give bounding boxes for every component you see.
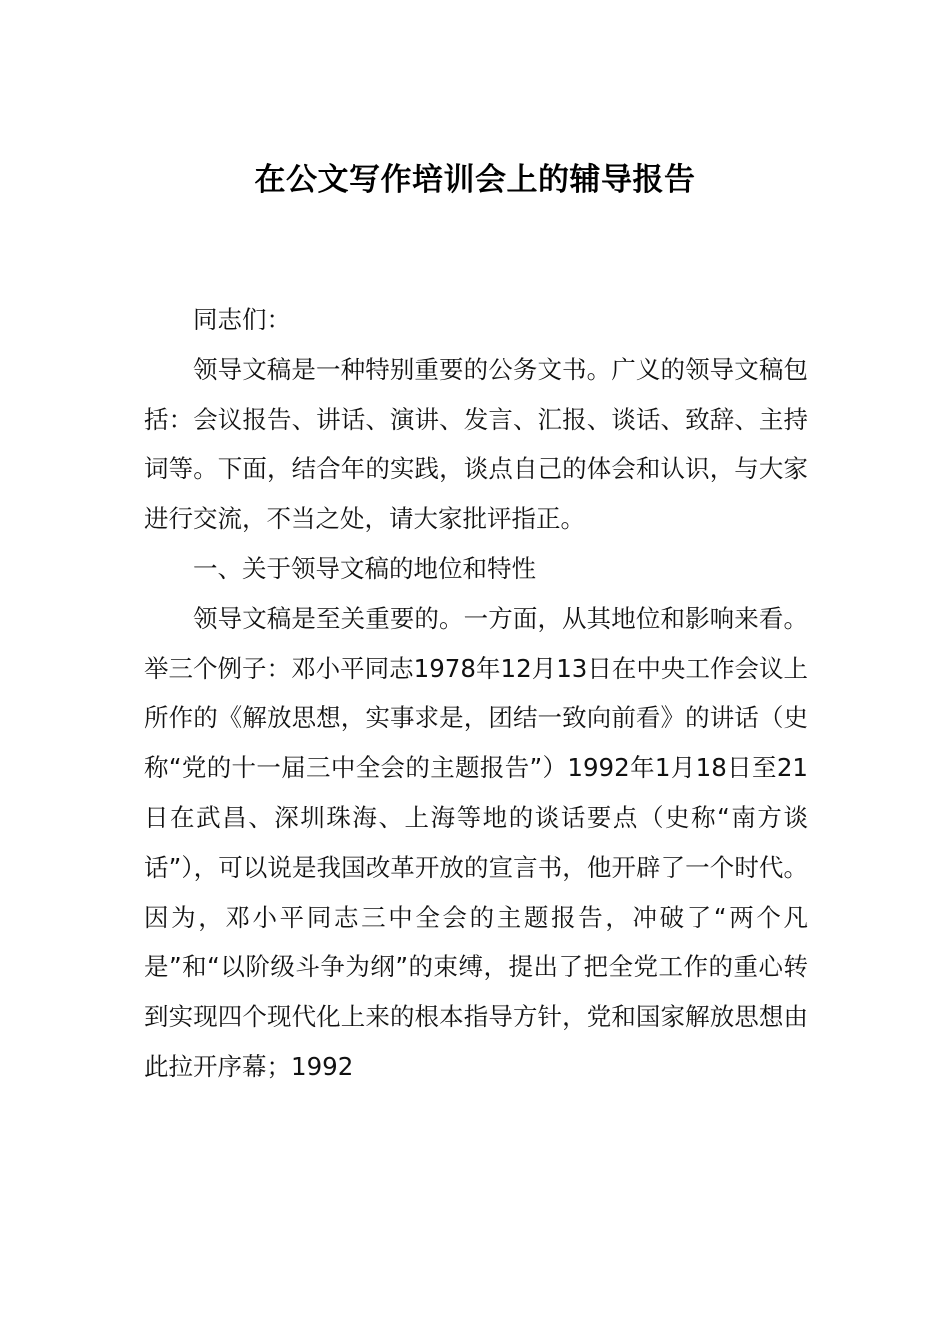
document-body (144, 295, 808, 1092)
section-heading: 一、关于领导文稿的地位和特性 (193, 553, 536, 583)
body-paragraph: 领导文稿是至关重要的。一方面，从其地位和影响来看。举三个例子：邓小平同志1978年12月13日在中央工作会议上所作的《解放思想，实事求是，团结一致向前看》的讲话（史称“党的十一届三中全会的主题报告”）1992年1月18日至21日在武昌、深圳珠海、上海等地的谈话要点（史称“南方谈话”），可以说是我国改革开放的宣言书，他开辟了一个时代。因为，邓小平同志三中全会的主题报告，冲破了“两个凡是”和“以阶级斗争为纲”的束缚，提出了把全党工作的重心转到实现四个现代化上来的根本指导方针，党和国家解放思想由此拉开序幕；1992 (144, 603, 809, 1081)
intro-paragraph: 领导文稿是一种特别重要的公务文书。广义的领导文稿包括：会议报告、讲话、演讲、发言、汇报、谈话、致辞、主持词等。下面，结合年的实践，谈点自己的体会和认识，与大家进行交流，不当之处，请大家批评指正。 (144, 354, 808, 534)
salutation-paragraph: 同志们： (193, 305, 291, 334)
document-title: 在公文写作培训会上的辅导报告 (254, 162, 696, 198)
